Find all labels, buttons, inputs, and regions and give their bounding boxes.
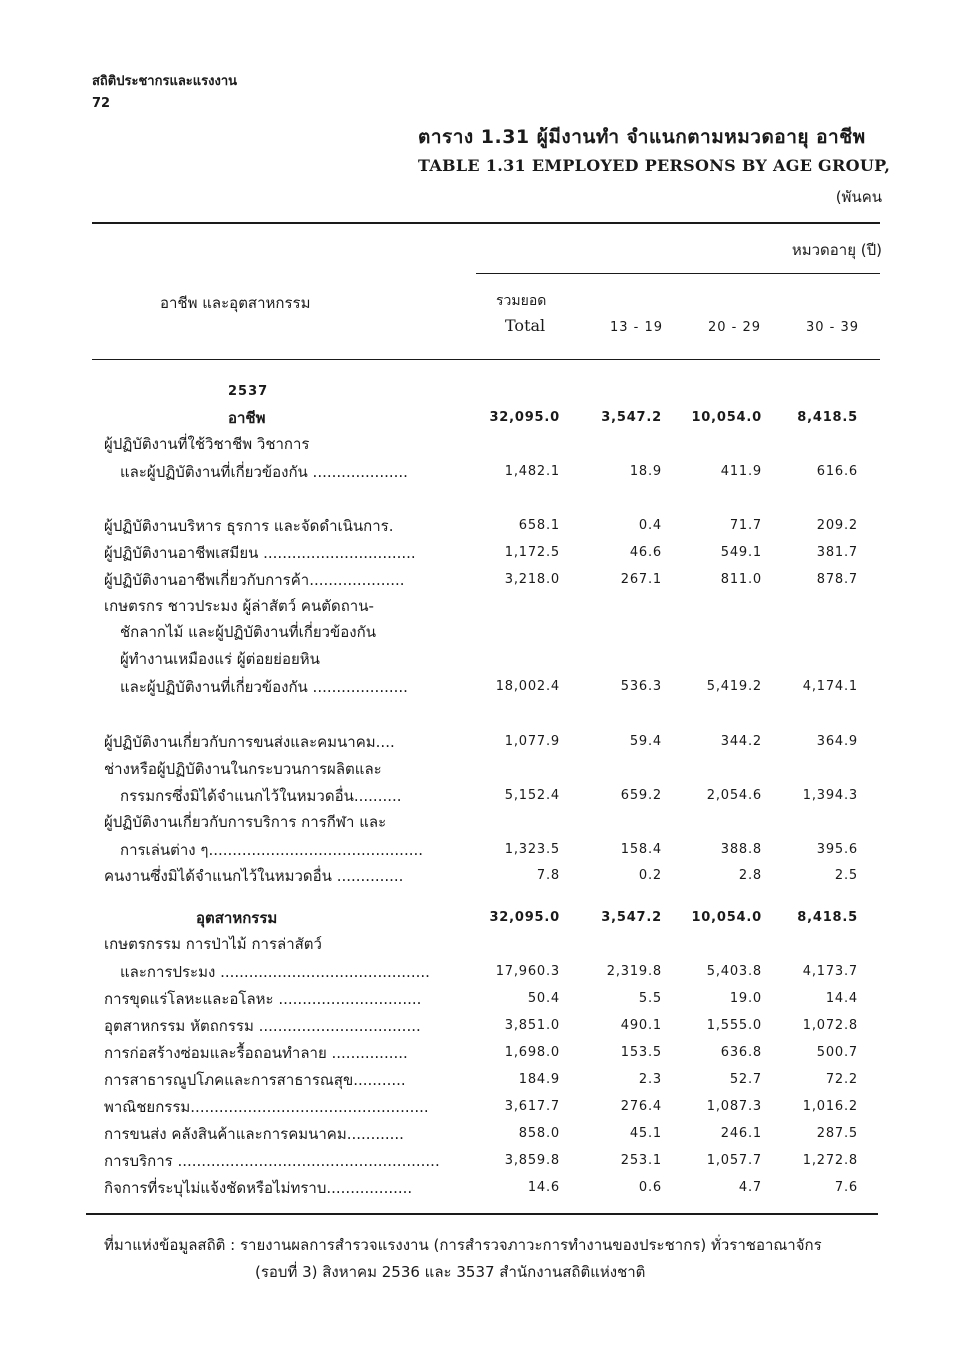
row-label: คนงานซึ่งมิได้จำแนกไว้ในหมวดอื่น .............. (104, 867, 404, 885)
table-top-rule (92, 222, 880, 224)
table-row (0, 1095, 966, 1119)
cell-value: 4,173.7 (802, 964, 858, 979)
cell-value: 5,419.2 (706, 679, 762, 694)
table-row (0, 541, 966, 565)
cell-value: 636.8 (720, 1045, 762, 1060)
cell-value: 0.4 (638, 518, 662, 533)
cell-value: 381.7 (816, 545, 858, 560)
row-label: และผู้ปฏิบัติงานที่เกี่ยวข้องกัน .................... (120, 678, 408, 696)
cell-value: 411.9 (720, 464, 762, 479)
cell-value: 1,087.3 (706, 1099, 762, 1114)
row-label: เกษตรกรรม การป่าไม้ การล่าสัตว์ (104, 935, 322, 953)
age-group-rule (476, 273, 880, 274)
cell-value: 0.2 (638, 868, 662, 883)
cell-value: 32,095.0 (489, 910, 560, 925)
cell-value: 2,054.6 (706, 788, 762, 803)
cell-value: 2.8 (738, 868, 762, 883)
cell-value: 364.9 (816, 734, 858, 749)
cell-value: 184.9 (518, 1072, 560, 1087)
cell-value: 276.4 (620, 1099, 662, 1114)
cell-value: 1,323.5 (504, 842, 560, 857)
cell-value: 158.4 (620, 842, 662, 857)
row-label: อุตสาหกรรม (196, 909, 278, 927)
cell-value: 19.0 (729, 991, 762, 1006)
row-label: ผู้ปฏิบัติงานอาชีพเกี่ยวกับการค้า.................... (104, 571, 405, 589)
table-row (0, 620, 966, 644)
cell-value: 1,482.1 (504, 464, 560, 479)
cell-value: 287.5 (816, 1126, 858, 1141)
table-row (0, 1041, 966, 1065)
cell-value: 3,547.2 (601, 410, 662, 425)
cell-value: 1,077.9 (504, 734, 560, 749)
row-label: ผู้ปฏิบัติงานอาชีพเสมียน ................................ (104, 544, 416, 562)
table-row (0, 406, 966, 430)
table-row (0, 432, 966, 456)
table-row (0, 1149, 966, 1173)
source-note-continued: (รอบที่ 3) สิงหาคม 2536 และ 3537 สำนักงานสถิติแห่งชาติ (255, 1263, 646, 1281)
cell-value: 2,319.8 (606, 964, 662, 979)
cell-value: 8,418.5 (797, 410, 858, 425)
cell-value: 2.5 (834, 868, 858, 883)
table-row (0, 864, 966, 888)
cell-value: 50.4 (527, 991, 560, 1006)
source-note: ที่มาแห่งข้อมูลสถิติ : รายงานผลการสำรวจแรงงาน (การสำรวจภาวะการทำงานของประชากร) ทั่วราชอาณาจักร (104, 1236, 822, 1254)
cell-value: 45.1 (629, 1126, 662, 1141)
row-label: การสาธารณูปโภคและการสาธารณสุข........... (104, 1071, 406, 1089)
cell-value: 72.2 (825, 1072, 858, 1087)
page-number: 72 (92, 96, 111, 111)
table-row (0, 1176, 966, 1200)
row-label: การขุดแร่โลหะและอโลหะ .............................. (104, 990, 422, 1008)
cell-value: 153.5 (620, 1045, 662, 1060)
table-row (0, 647, 966, 671)
cell-value: 1,057.7 (706, 1153, 762, 1168)
cell-value: 878.7 (816, 572, 858, 587)
row-label: ผู้ปฏิบัติงานบริหาร ธุรการ และจัดดำเนินการ. (104, 517, 394, 535)
cell-value: 395.6 (816, 842, 858, 857)
cell-value: 3,851.0 (504, 1018, 560, 1033)
table-row (0, 1122, 966, 1146)
row-label: ผู้ปฏิบัติงานที่ใช้วิชาชีพ วิชาการ (104, 435, 310, 453)
cell-value: 10,054.0 (691, 410, 762, 425)
table-row (0, 594, 966, 618)
age-column-13-19: 13 - 19 (610, 320, 664, 335)
table-row (0, 987, 966, 1011)
age-column-20-29: 20 - 29 (708, 320, 762, 335)
cell-value: 0.6 (638, 1180, 662, 1195)
cell-value: 32,095.0 (489, 410, 560, 425)
table-row (0, 810, 966, 834)
occupation-column-heading: อาชีพ และอุตสาหกรรม (160, 294, 311, 312)
cell-value: 267.1 (620, 572, 662, 587)
cell-value: 14.4 (825, 991, 858, 1006)
table-row (0, 757, 966, 781)
cell-value: 811.0 (720, 572, 762, 587)
cell-value: 1,272.8 (802, 1153, 858, 1168)
cell-value: 5,152.4 (504, 788, 560, 803)
cell-value: 2.3 (638, 1072, 662, 1087)
row-label: การเล่นต่าง ๆ............................................. (120, 841, 424, 859)
table-row (0, 1068, 966, 1092)
age-group-heading: หมวดอายุ (ปี) (791, 241, 882, 259)
cell-value: 3,218.0 (504, 572, 560, 587)
cell-value: 500.7 (816, 1045, 858, 1060)
cell-value: 4,174.1 (802, 679, 858, 694)
cell-value: 253.1 (620, 1153, 662, 1168)
table-row (0, 460, 966, 484)
row-label: 2537 (228, 384, 269, 399)
cell-value: 858.0 (518, 1126, 560, 1141)
table-row (0, 1014, 966, 1038)
age-column-30-39: 30 - 39 (806, 320, 860, 335)
cell-value: 7.6 (834, 1180, 858, 1195)
cell-value: 209.2 (816, 518, 858, 533)
table-bottom-rule (86, 1213, 878, 1215)
cell-value: 1,555.0 (706, 1018, 762, 1033)
cell-value: 10,054.0 (691, 910, 762, 925)
unit-label: (พันคน (835, 188, 882, 206)
cell-value: 1,072.8 (802, 1018, 858, 1033)
cell-value: 549.1 (720, 545, 762, 560)
cell-value: 4.7 (738, 1180, 762, 1195)
table-row (0, 514, 966, 538)
table-row (0, 838, 966, 862)
cell-value: 18,002.4 (495, 679, 560, 694)
row-label: การขนส่ง คลังสินค้าและการคมนาคม............ (104, 1125, 404, 1143)
row-label: การบริการ ....................................................... (104, 1152, 440, 1170)
cell-value: 3,859.8 (504, 1153, 560, 1168)
cell-value: 388.8 (720, 842, 762, 857)
table-row (0, 380, 966, 404)
cell-value: 658.1 (518, 518, 560, 533)
cell-value: 17,960.3 (495, 964, 560, 979)
total-column-heading-english: Total (505, 316, 546, 335)
row-label: ช่างหรือผู้ปฏิบัติงานในกระบวนการผลิตและ (104, 760, 382, 778)
cell-value: 5.5 (638, 991, 662, 1006)
table-row (0, 568, 966, 592)
row-label: และผู้ปฏิบัติงานที่เกี่ยวข้องกัน .................... (120, 463, 408, 481)
row-label: อุตสาหกรรม หัตถกรรม .................................. (104, 1017, 421, 1035)
row-label: ผู้ปฏิบัติงานเกี่ยวกับการบริการ การกีฬา และ (104, 813, 387, 831)
cell-value: 71.7 (729, 518, 762, 533)
cell-value: 536.3 (620, 679, 662, 694)
row-label: เกษตรกร ชาวประมง ผู้ล่าสัตว์ คนตัดถาน- (104, 597, 374, 615)
row-label: กรรมกรซึ่งมิได้จำแนกไว้ในหมวดอื่น.......... (120, 787, 402, 805)
cell-value: 46.6 (629, 545, 662, 560)
table-row (0, 960, 966, 984)
cell-value: 1,172.5 (504, 545, 560, 560)
row-label: กิจการที่ระบุไม่แจ้งชัดหรือไม่ทราบ.................. (104, 1179, 413, 1197)
row-label: ชักลากไม้ และผู้ปฏิบัติงานที่เกี่ยวข้องกัน (120, 623, 376, 641)
cell-value: 246.1 (720, 1126, 762, 1141)
row-label: และการประมง ............................................ (120, 963, 430, 981)
cell-value: 616.6 (816, 464, 858, 479)
table-row (0, 906, 966, 930)
cell-value: 59.4 (629, 734, 662, 749)
cell-value: 3,617.7 (504, 1099, 560, 1114)
cell-value: 14.6 (527, 1180, 560, 1195)
cell-value: 344.2 (720, 734, 762, 749)
cell-value: 1,016.2 (802, 1099, 858, 1114)
total-column-heading-thai: รวมยอด (496, 293, 547, 309)
publication-title: สถิติประชากรและแรงงาน (92, 74, 238, 89)
cell-value: 52.7 (729, 1072, 762, 1087)
table-header-rule (92, 359, 880, 360)
cell-value: 659.2 (620, 788, 662, 803)
table-row (0, 730, 966, 754)
cell-value: 18.9 (629, 464, 662, 479)
table-row (0, 675, 966, 699)
row-label: อาชีพ (228, 409, 266, 427)
table-row (0, 784, 966, 808)
cell-value: 490.1 (620, 1018, 662, 1033)
row-label: การก่อสร้างซ่อมและรื้อถอนทำลาย ................ (104, 1044, 408, 1062)
cell-value: 7.8 (536, 868, 560, 883)
cell-value: 5,403.8 (706, 964, 762, 979)
row-label: ผู้ทำงานเหมืองแร่ ผู้ต่อยย่อยหิน (120, 650, 320, 668)
cell-value: 8,418.5 (797, 910, 858, 925)
table-title-thai: ตาราง 1.31 ผู้มีงานทำ จำแนกตามหมวดอายุ อาชีพ (418, 126, 866, 148)
table-title-english: TABLE 1.31 EMPLOYED PERSONS BY AGE GROUP, (418, 156, 891, 175)
cell-value: 1,698.0 (504, 1045, 560, 1060)
cell-value: 3,547.2 (601, 910, 662, 925)
cell-value: 1,394.3 (802, 788, 858, 803)
row-label: พาณิชยกรรม.................................................. (104, 1098, 429, 1116)
row-label: ผู้ปฏิบัติงานเกี่ยวกับการขนส่งและคมนาคม.... (104, 733, 395, 751)
table-row (0, 932, 966, 956)
